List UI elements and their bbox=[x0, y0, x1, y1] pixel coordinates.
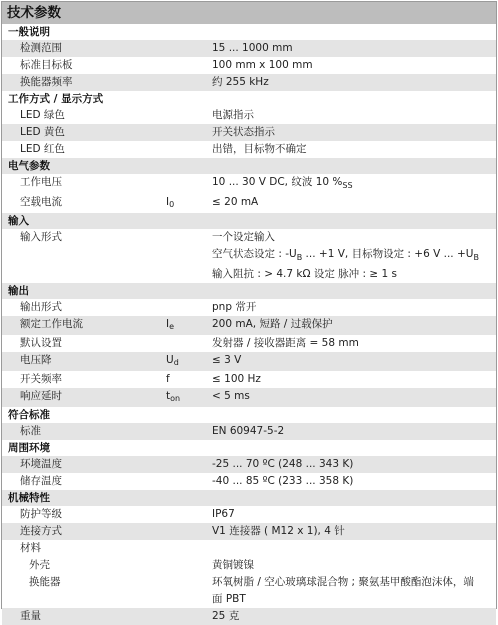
spec-symbol bbox=[166, 473, 212, 490]
spec-value-line: 100 mm x 100 mm bbox=[212, 59, 313, 71]
spec-row bbox=[2, 107, 496, 124]
spec-value-line: 输入阻抗 : > 4.7 kΩ 设定 脉冲 : ≥ 1 s bbox=[212, 268, 398, 281]
spec-row bbox=[2, 57, 496, 74]
spec-label: 开关频率 bbox=[20, 373, 62, 386]
spec-symbol bbox=[166, 229, 212, 283]
spec-value-line: 一个设定输入 bbox=[212, 231, 275, 244]
spec-label: LED 黄色 bbox=[20, 126, 65, 138]
section-heading: 周围环境 bbox=[8, 442, 50, 455]
spec-value bbox=[212, 574, 496, 608]
spec-label: LED 绿色 bbox=[20, 109, 65, 121]
spec-symbol bbox=[166, 174, 212, 194]
spec-value-line: 面 PBT bbox=[212, 593, 246, 606]
spec-symbol: f bbox=[166, 373, 170, 386]
spec-label: 空载电流 bbox=[20, 196, 62, 209]
spec-label: 检测范围 bbox=[20, 42, 62, 54]
spec-row bbox=[2, 335, 496, 352]
spec-symbol: $I_e$ bbox=[166, 318, 175, 332]
spec-symbol bbox=[166, 574, 212, 608]
spec-value-line: 发射器 / 接收器距离 = 58 mm bbox=[212, 337, 359, 350]
spec-value-line: 环氧树脂 / 空心玻璃球混合物 ; 聚氨基甲酸酯泡沫体，端 bbox=[212, 576, 474, 589]
spec-value-line: 200 mA, 短路 / 过载保护 bbox=[212, 318, 333, 331]
spec-row bbox=[2, 316, 496, 335]
spec-symbol: $t_{on}$ bbox=[166, 390, 181, 404]
spec-value bbox=[212, 74, 496, 91]
spec-row bbox=[2, 540, 496, 557]
spec-value bbox=[212, 174, 496, 194]
spec-value bbox=[212, 473, 496, 490]
spec-value bbox=[212, 388, 496, 407]
spec-value-line: IP67 bbox=[212, 508, 235, 521]
spec-symbol bbox=[166, 74, 212, 91]
spec-label: 输出形式 bbox=[20, 301, 62, 314]
page-title: 技术参数 bbox=[2, 2, 496, 24]
spec-symbol bbox=[166, 456, 212, 473]
spec-label: 电压降 bbox=[20, 354, 52, 367]
spec-value bbox=[212, 423, 496, 440]
spec-row bbox=[2, 141, 496, 158]
spec-value-line: ≤ 3 V bbox=[212, 354, 242, 367]
spec-label: 换能器频率 bbox=[20, 76, 73, 88]
spec-value-line: 出错，目标物不确定 bbox=[212, 143, 307, 155]
spec-symbol bbox=[166, 141, 212, 158]
spec-value-line: < 5 ms bbox=[212, 390, 250, 403]
spec-value bbox=[212, 456, 496, 473]
spec-label: 换能器 bbox=[29, 576, 61, 589]
spec-label: 防护等级 bbox=[20, 508, 62, 521]
spec-value-line: 约 255 kHz bbox=[212, 76, 269, 88]
spec-value bbox=[212, 107, 496, 124]
spec-value bbox=[212, 523, 496, 540]
spec-value bbox=[212, 371, 496, 388]
spec-label: LED 红色 bbox=[20, 143, 65, 155]
spec-label: 标准目标板 bbox=[20, 59, 73, 71]
spec-value bbox=[212, 141, 496, 158]
spec-row bbox=[2, 473, 496, 490]
spec-row bbox=[2, 352, 496, 371]
spec-symbol bbox=[166, 299, 212, 316]
spec-value-line: ≤ 100 Hz bbox=[212, 373, 261, 386]
spec-symbol bbox=[166, 57, 212, 74]
spec-value bbox=[212, 299, 496, 316]
spec-symbol bbox=[166, 557, 212, 574]
spec-label: 重量 bbox=[20, 610, 41, 623]
spec-value bbox=[212, 229, 496, 283]
spec-symbol bbox=[166, 540, 212, 557]
spec-value-line: 开关状态指示 bbox=[212, 126, 275, 138]
spec-sheet bbox=[1, 1, 497, 623]
spec-row bbox=[2, 74, 496, 91]
spec-value-line: -25 ... 70 ºC (248 ... 343 K) bbox=[212, 458, 354, 471]
spec-label: 储存温度 bbox=[20, 475, 62, 488]
spec-symbol bbox=[166, 335, 212, 352]
spec-symbol bbox=[166, 107, 212, 124]
spec-value bbox=[212, 557, 496, 574]
section-heading: 输入 bbox=[2, 213, 496, 229]
spec-symbol bbox=[166, 423, 212, 440]
section-heading: 一般说明 bbox=[8, 26, 50, 38]
spec-value bbox=[212, 608, 496, 625]
spec-value bbox=[212, 506, 496, 523]
spec-symbol bbox=[166, 40, 212, 57]
spec-symbol bbox=[166, 608, 212, 625]
spec-value-line: -40 ... 85 ºC (233 ... 358 K) bbox=[212, 475, 354, 488]
spec-row bbox=[2, 523, 496, 540]
spec-value bbox=[212, 124, 496, 141]
spec-row bbox=[2, 574, 496, 608]
spec-value bbox=[212, 57, 496, 74]
spec-row bbox=[2, 388, 496, 407]
spec-label: 材料 bbox=[20, 542, 41, 555]
spec-label: 输入形式 bbox=[20, 231, 62, 244]
spec-value-line: 空气状态设定 : $-U_B$ ... +1 V, 目标物设定 : +6 V ... $+U_B$ bbox=[212, 248, 479, 263]
spec-value-line: 15 ... 1000 mm bbox=[212, 42, 293, 54]
spec-value bbox=[212, 316, 496, 335]
spec-value-line: V1 连接器 ( M12 x 1), 4 针 bbox=[212, 525, 345, 538]
spec-label: 工作电压 bbox=[20, 176, 62, 188]
spec-row bbox=[2, 229, 496, 283]
spec-row bbox=[2, 371, 496, 388]
spec-label: 连接方式 bbox=[20, 525, 62, 538]
spec-value-line: 黄铜镀镍 bbox=[212, 559, 254, 572]
spec-label: 环境温度 bbox=[20, 458, 62, 471]
spec-symbol bbox=[166, 523, 212, 540]
section-heading: 机械特性 bbox=[2, 490, 496, 506]
spec-value-line: ≤ 20 mA bbox=[212, 196, 259, 209]
section-heading: 工作方式 / 显示方式 bbox=[8, 93, 104, 105]
spec-symbol: $I_0$ bbox=[166, 196, 175, 210]
spec-symbol: $U_d$ bbox=[166, 354, 179, 368]
spec-row bbox=[2, 174, 496, 194]
spec-label: 标准 bbox=[20, 425, 41, 438]
spec-value-line: 25 克 bbox=[212, 610, 240, 623]
section-heading: 输出 bbox=[2, 283, 496, 299]
spec-value bbox=[212, 194, 496, 213]
spec-value bbox=[212, 352, 496, 371]
spec-value bbox=[212, 40, 496, 57]
spec-row bbox=[2, 557, 496, 574]
spec-symbol bbox=[166, 124, 212, 141]
spec-label: 响应延时 bbox=[20, 390, 62, 403]
spec-content bbox=[2, 24, 496, 625]
spec-label: 额定工作电流 bbox=[20, 318, 83, 331]
spec-value-line: 电源指示 bbox=[212, 109, 254, 121]
spec-row bbox=[2, 506, 496, 523]
spec-value bbox=[212, 335, 496, 352]
spec-value bbox=[212, 540, 496, 557]
spec-row bbox=[2, 608, 496, 625]
spec-row bbox=[2, 40, 496, 57]
section-heading: 电气参数 bbox=[2, 158, 496, 174]
spec-value-line: EN 60947-5-2 bbox=[212, 425, 285, 438]
spec-row bbox=[2, 423, 496, 440]
spec-row bbox=[2, 299, 496, 316]
spec-label: 默认设置 bbox=[20, 337, 62, 350]
spec-row bbox=[2, 124, 496, 141]
spec-value-line: 10 ... 30 V DC, 纹波 10 $\%_{SS}$ bbox=[212, 176, 353, 191]
section-heading: 符合标准 bbox=[8, 409, 50, 422]
spec-row bbox=[2, 194, 496, 213]
spec-symbol bbox=[166, 506, 212, 523]
spec-row bbox=[2, 456, 496, 473]
spec-value-line: pnp 常开 bbox=[212, 301, 257, 314]
spec-label: 外壳 bbox=[29, 559, 50, 572]
